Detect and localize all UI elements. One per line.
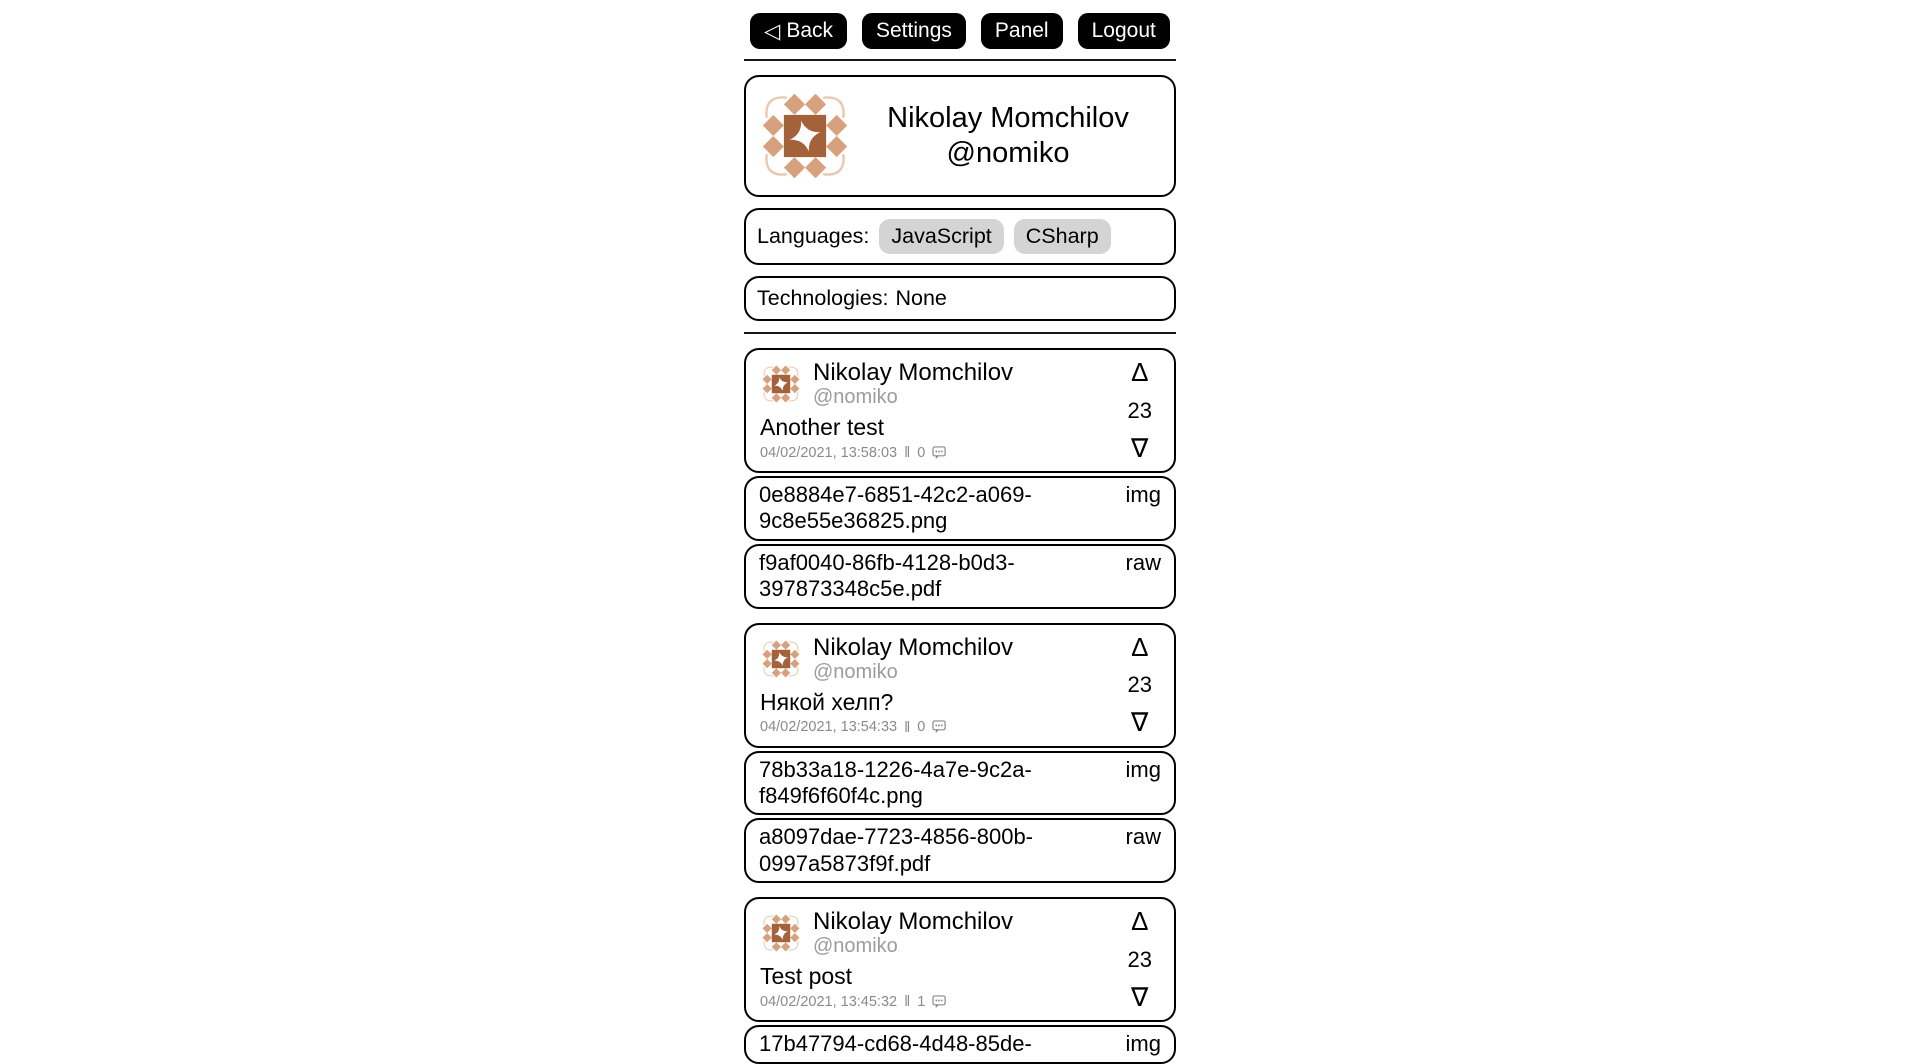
meta-separator: ‖: [904, 993, 911, 1011]
post-author-name: Nikolay Momchilov: [813, 908, 1014, 936]
downvote-button[interactable]: ∇: [1131, 981, 1149, 1012]
post-author-handle: @nomiko: [813, 935, 898, 958]
technologies-card: [744, 276, 1176, 321]
post-author-block: [813, 909, 1013, 957]
language-badge-csharp: CSharp: [1014, 219, 1111, 254]
avatar-identicon: [757, 88, 853, 184]
downvote-button[interactable]: ∇: [1131, 432, 1149, 463]
vote-count: 23: [1127, 672, 1152, 698]
post-meta: [760, 993, 1160, 1014]
language-badge-javascript: JavaScript: [879, 219, 1003, 254]
post-attachments: [744, 751, 1176, 884]
file-type-label: raw: [1125, 824, 1161, 850]
file-attachment-row[interactable]: [744, 476, 1176, 541]
file-attachment-row[interactable]: [744, 818, 1176, 883]
comment-count: 0: [917, 719, 926, 736]
post: [744, 897, 1176, 1063]
file-type-label: img: [1125, 756, 1161, 782]
post-meta: [760, 719, 1160, 740]
meta-separator: ‖: [904, 718, 911, 736]
file-name: a8097dae-7723-4856-800b-0997a5873f9f.pdf: [759, 824, 1034, 876]
post-title: Някой хелп?: [760, 688, 894, 715]
downvote-button[interactable]: ∇: [1131, 707, 1149, 738]
logout-button[interactable]: Logout: [1078, 13, 1170, 49]
post-author-name: Nikolay Momchilov: [813, 633, 1014, 661]
settings-button[interactable]: Settings: [862, 13, 966, 49]
comment-count: 1: [917, 993, 926, 1010]
post-author-name: Nikolay Momchilov: [813, 359, 1014, 386]
vote-column: [1127, 631, 1152, 738]
post-card[interactable]: [744, 897, 1176, 1022]
file-attachment-row[interactable]: [744, 1025, 1176, 1063]
comment-bubble-icon: [932, 995, 947, 1009]
technologies-label: Technologies:: [757, 286, 889, 310]
languages-label: Languages:: [757, 224, 870, 248]
file-type-label: raw: [1125, 549, 1161, 575]
back-arrow-icon: ◁: [764, 19, 781, 43]
file-name: 0e8884e7-6851-42c2-a069-9c8e55e36825.png: [759, 482, 1032, 534]
comment-bubble-icon: [932, 720, 947, 734]
file-type-label: img: [1125, 1031, 1161, 1057]
file-type-label: img: [1125, 482, 1161, 508]
post-timestamp: 04/02/2021, 13:45:32: [760, 993, 898, 1010]
profile-name: Nikolay Momchilov: [887, 102, 1129, 135]
toolbar-divider: [744, 59, 1176, 61]
posts-list: [744, 348, 1176, 1064]
post-meta: [760, 444, 1160, 465]
avatar-identicon: [760, 638, 802, 680]
post-attachments: [744, 1025, 1176, 1063]
meta-separator: ‖: [904, 444, 911, 462]
post-author-handle: @nomiko: [813, 660, 898, 683]
profile-page: [744, 0, 1176, 1064]
toolbar: [744, 13, 1176, 49]
post-title: Another test: [760, 413, 885, 440]
file-attachment-row[interactable]: [744, 544, 1176, 609]
upvote-button[interactable]: Δ: [1131, 357, 1149, 387]
post-timestamp: 04/02/2021, 13:58:03: [760, 444, 898, 461]
avatar-identicon: [760, 912, 802, 954]
vote-column: [1127, 906, 1152, 1012]
technologies-value: None: [895, 286, 947, 310]
upvote-button[interactable]: Δ: [1131, 631, 1149, 662]
comment-count: 0: [917, 444, 926, 461]
vote-count: 23: [1127, 397, 1152, 423]
posts-divider: [744, 332, 1176, 334]
post: [744, 348, 1176, 609]
post-author-block: [813, 360, 1013, 408]
file-name: 78b33a18-1226-4a7e-9c2a-f849f6f60f4c.png: [759, 756, 1032, 809]
profile-name-block: [853, 101, 1163, 171]
profile-card: [744, 75, 1176, 197]
post-timestamp: 04/02/2021, 13:54:33: [760, 719, 898, 736]
comment-bubble-icon: [932, 446, 947, 460]
languages-card: [744, 208, 1176, 265]
post-author-handle: @nomiko: [813, 385, 898, 408]
post-card[interactable]: [744, 623, 1176, 748]
upvote-button[interactable]: Δ: [1131, 906, 1149, 937]
file-attachment-row[interactable]: [744, 751, 1176, 816]
post-author-block: [813, 635, 1013, 683]
back-button-label: Back: [786, 19, 833, 42]
post-card[interactable]: [744, 348, 1176, 473]
post-attachments: [744, 476, 1176, 609]
avatar-identicon: [760, 363, 802, 405]
file-name: f9af0040-86fb-4128-b0d3-397873348c5e.pdf: [759, 549, 1015, 602]
vote-count: 23: [1127, 946, 1152, 972]
vote-column: [1127, 357, 1152, 463]
post-title: Test post: [760, 963, 853, 990]
post-header: [760, 357, 1160, 408]
post-header: [760, 631, 1160, 683]
profile-handle: @nomiko: [946, 137, 1070, 169]
post-header: [760, 906, 1160, 958]
panel-button[interactable]: Panel: [981, 13, 1063, 49]
file-name: 17b47794-cd68-4d48-85de-: [759, 1031, 1032, 1057]
back-button[interactable]: [750, 13, 847, 49]
post: [744, 623, 1176, 884]
